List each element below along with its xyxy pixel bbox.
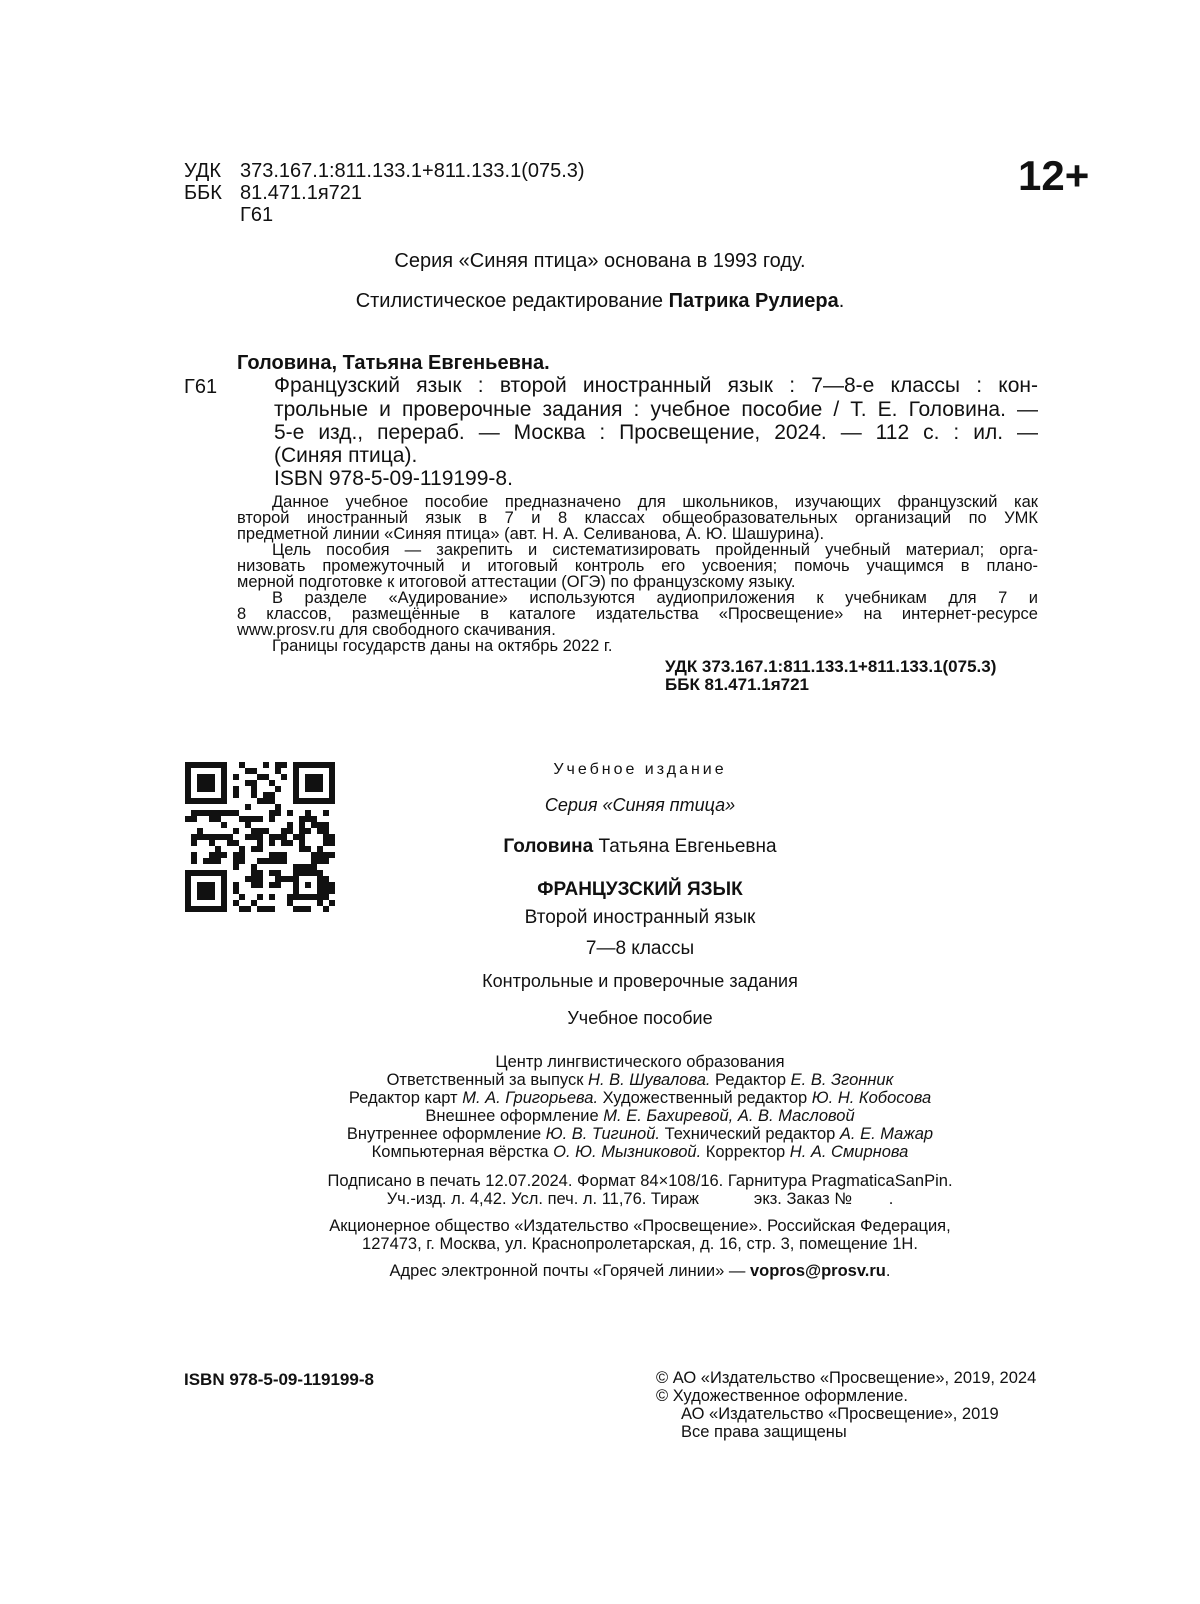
- editing-prefix: Стилистическое редактирование: [355, 290, 663, 312]
- classification-codes: [184, 160, 585, 226]
- book-grades: 7—8 классы: [585, 938, 695, 959]
- credits-line: [240, 1143, 1040, 1161]
- credit-name: Е. В. Згонник: [790, 1071, 894, 1089]
- annotation-line: низовать промежуточный и итоговый контроль его усвоения; помочь учащимся в плано-: [237, 557, 1038, 575]
- imprint-series: Серия «Синяя птица»: [544, 795, 736, 815]
- credit-role: Ответственный за выпуск: [386, 1071, 589, 1089]
- age-rating: 12+: [1018, 152, 1090, 199]
- credit-name: Ю. В. Тигиной.: [545, 1125, 660, 1143]
- credit-role: Внутреннее оформление: [346, 1125, 546, 1143]
- email-suffix: .: [885, 1262, 891, 1280]
- qr-code: [185, 762, 335, 912]
- book-subtitle: Второй иностранный язык: [524, 907, 756, 928]
- copyright-line: © Художественное оформление.: [656, 1387, 908, 1405]
- credit-role: Редактор: [710, 1071, 791, 1089]
- book-title: ФРАНЦУЗСКИЙ ЯЗЫК: [537, 879, 743, 900]
- credit-role: Редактор карт: [348, 1089, 463, 1107]
- catalog-line: трольные и проверочные задания : учебное пособие / Т. Е. Головина. —: [274, 398, 1038, 421]
- edition-type: Учебное издание: [553, 761, 727, 778]
- annotation-line: Цель пособия — закрепить и систематизировать пройденный учебный материал; орга-: [272, 541, 1038, 559]
- book-content-type: Контрольные и проверочные задания: [482, 971, 798, 991]
- credit-name: А. Е. Мажар: [839, 1125, 934, 1143]
- credit-name: Н. А. Смирнова: [789, 1143, 909, 1161]
- editor-name: Патрика Рулиера: [668, 290, 839, 312]
- credit-name: М. Е. Бахиревой, А. В. Масловой: [603, 1107, 855, 1125]
- credit-name: Н. В. Шувалова.: [588, 1071, 711, 1089]
- print-info-line: Подписано в печать 12.07.2024. Формат 84×108/16. Гарнитура PragmaticaSanPin.: [327, 1172, 953, 1190]
- catalog-isbn: ISBN 978-5-09-119199-8.: [274, 467, 513, 490]
- credits-line: [240, 1107, 1040, 1125]
- credit-role: Технический редактор: [659, 1125, 840, 1143]
- annotation-line: Данное учебное пособие предназначено для школьников, изучающих французский как: [272, 493, 1038, 511]
- credits-line: [240, 1125, 1040, 1143]
- annotation-bbk: ББК 81.471.1я721: [665, 675, 809, 694]
- annotation-line: В разделе «Аудирование» используются аудиоприложения к учебникам для 7 и: [272, 589, 1038, 607]
- publisher-line: Акционерное общество «Издательство «Просвещение». Российская Федерация,: [329, 1217, 951, 1235]
- catalog-author: Головина, Татьяна Евгеньевна.: [237, 352, 550, 374]
- annotation-line: 8 классов, размещённые в каталоге издательства «Просвещение» на интернет-ресурсе: [237, 605, 1038, 623]
- footer-isbn: ISBN 978-5-09-119199-8: [184, 1370, 374, 1389]
- email-address: vopros@prosv.ru: [749, 1262, 886, 1280]
- bbk-label: ББК: [184, 182, 222, 204]
- credit-role: Компьютерная вёрстка: [371, 1143, 554, 1161]
- author-mark: Г61: [240, 204, 274, 226]
- publisher-email-line: [190, 1262, 1090, 1280]
- annotation-line: предметной линии «Синяя птица» (авт. Н. А. Селиванова, А. Ю. Шашурина).: [237, 525, 825, 543]
- publisher-line: 127473, г. Москва, ул. Краснопролетарская, д. 16, стр. 3, помещение 1Н.: [362, 1235, 918, 1253]
- book-type: Учебное пособие: [567, 1008, 713, 1028]
- copyright-line: АО «Издательство «Просвещение», 2019: [681, 1405, 999, 1423]
- rights-line: Все права защищены: [681, 1423, 847, 1441]
- catalog-line: Французский язык : второй иностранный язык : 7—8-е классы : кон-: [274, 374, 1038, 397]
- credit-name: М. А. Григорьева.: [462, 1089, 599, 1107]
- copyright-line: © АО «Издательство «Просвещение», 2019, 2024: [656, 1369, 1037, 1387]
- annotation-line: второй иностранный язык в 7 и 8 классах общеобразовательных организаций по УМК: [237, 509, 1038, 527]
- bbk-value: 81.471.1я721: [240, 182, 363, 204]
- credit-name: О. Ю. Мызниковой.: [553, 1143, 702, 1161]
- credit-role: Внешнее оформление: [425, 1107, 604, 1125]
- catalog-line: 5-е изд., перераб. — Москва : Просвещение, 2024. — 112 с. : ил. —: [274, 421, 1038, 444]
- annotation-line: мерной подготовке к итоговой аттестации (ОГЭ) по французскому языку.: [237, 573, 796, 591]
- imprint-author-surname: Головина: [503, 836, 594, 857]
- annotation-line: Границы государств даны на октябрь 2022 г.: [272, 637, 613, 655]
- print-info-line: Уч.-изд. л. 4,42. Усл. печ. л. 11,76. Тираж экз. Заказ № .: [386, 1190, 894, 1208]
- annotation-udk: УДК 373.167.1:811.133.1+811.133.1(075.3): [665, 657, 997, 676]
- editing-note: [0, 290, 1200, 312]
- editing-suffix: .: [838, 290, 845, 312]
- catalog-mark: Г61: [184, 376, 218, 398]
- catalog-line: (Синяя птица).: [274, 444, 418, 467]
- credit-role: Корректор: [701, 1143, 790, 1161]
- annotation-line: www.prosv.ru для свободного скачивания.: [237, 621, 556, 639]
- credit-name: Ю. Н. Кобосова: [811, 1089, 932, 1107]
- series-note: Серия «Синяя птица» основана в 1993 году.: [394, 250, 806, 272]
- imprint-author-given: Татьяна Евгеньевна: [598, 836, 777, 857]
- email-prefix: Адрес электронной почты «Горячей линии» —: [389, 1262, 750, 1280]
- credits-line: [240, 1071, 1040, 1089]
- imprint-author: [440, 836, 840, 858]
- udk-label: УДК: [184, 160, 222, 182]
- credits-center: Центр лингвистического образования: [495, 1053, 785, 1071]
- credits-line: [240, 1089, 1040, 1107]
- udk-value: 373.167.1:811.133.1+811.133.1(075.3): [240, 160, 585, 182]
- credit-role: Художественный редактор: [598, 1089, 812, 1107]
